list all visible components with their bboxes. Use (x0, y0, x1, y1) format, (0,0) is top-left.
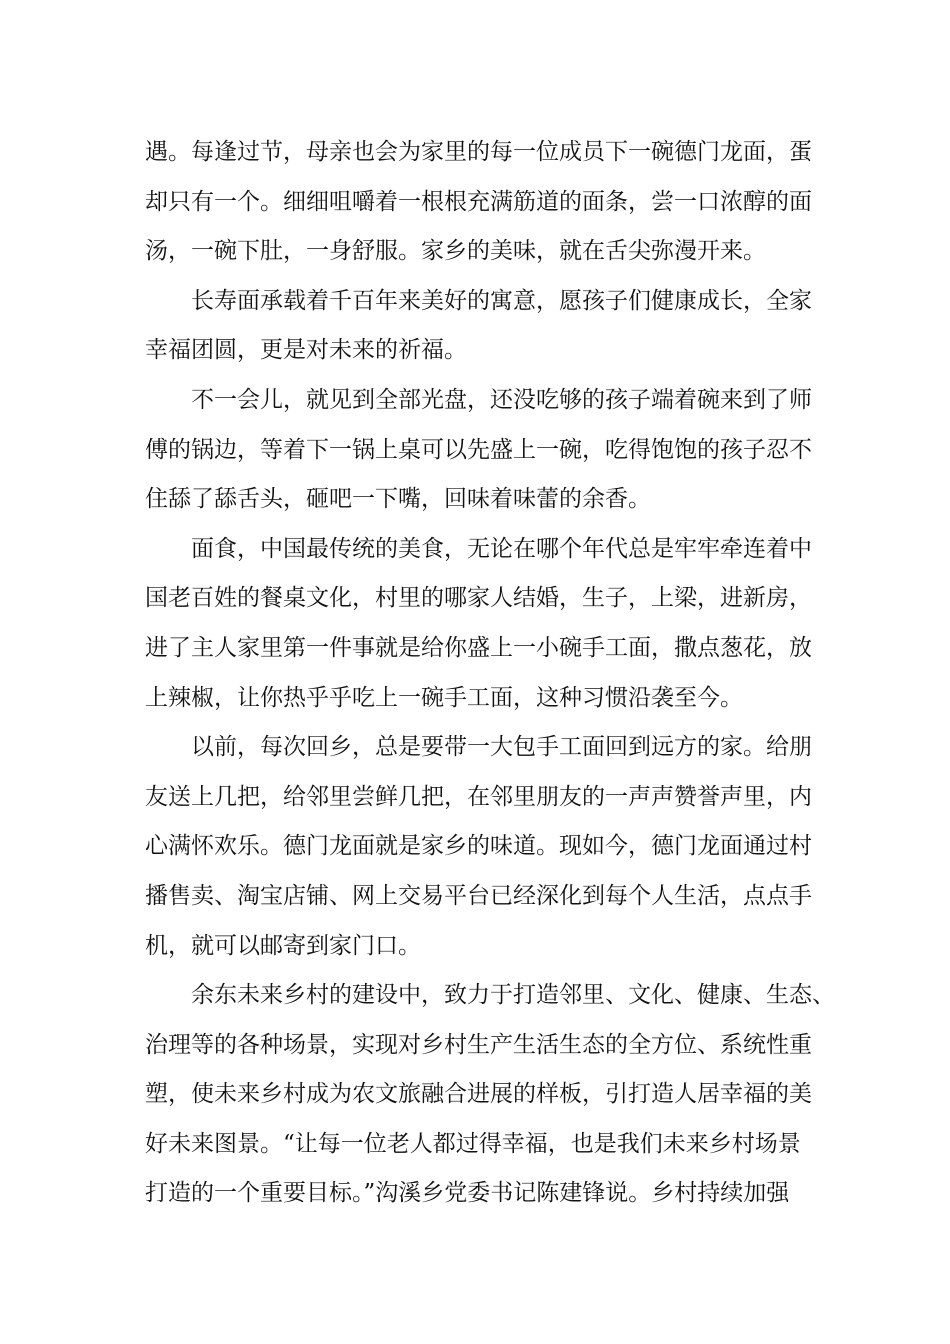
text-line: 机，就可以邮寄到家门口。 (145, 932, 421, 959)
text-line: 塑，使未来乡村成为农文旅融合进展的样板，引打造人居幸福的美 (145, 1081, 812, 1108)
text-line: 汤，一碗下肚，一身舒服。家乡的美味，就在舌尖弥漫开来。 (145, 238, 766, 265)
text-line: 不一会儿，就见到全部光盘，还没吃够的孩子端着碗来到了师 (191, 386, 812, 413)
text-line: 上辣椒，让你热乎乎吃上一碗手工面，这种习惯沿袭至今。 (145, 684, 743, 711)
paragraph-3 (145, 376, 810, 525)
text-line: 友送上几把，给邻里尝鲜几把，在邻里朋友的一声声赞誉声里，内 (145, 783, 812, 810)
paragraph-2 (145, 277, 810, 376)
text-line: 遇。每逢过节，母亲也会为家里的每一位成员下一碗德门龙面，蛋 (145, 139, 812, 165)
text-line: 却只有一个。细细咀嚼着一根根充满筋道的面条，尝一口浓醇的面 (145, 188, 812, 215)
text-line: 国老百姓的餐桌文化，村里的哪家人结婚，生子，上梁，进新房， (145, 585, 812, 612)
text-line: 好未来图景。“让每一位老人都过得幸福，也是我们未来乡村场景 (145, 1130, 801, 1157)
paragraph-1 (145, 128, 810, 277)
text-line: 进了主人家里第一件事就是给你盛上一小碗手工面，撒点葱花，放 (145, 634, 812, 661)
text-line: 以前，每次回乡，总是要带一大包手工面回到远方的家。给朋 (191, 734, 812, 761)
text-line: 余东未来乡村的建设中，致力于打造邻里、文化、健康、生态、 (191, 982, 835, 1009)
paragraph-4 (145, 525, 810, 723)
text-line: 治理等的各种场景，实现对乡村生产生活生态的全方位、系统性重 (145, 1031, 812, 1058)
text-line: 心满怀欢乐。德门龙面就是家乡的味道。现如今，德门龙面通过村 (145, 833, 812, 860)
text-line: 傅的锅边，等着下一锅上桌可以先盛上一碗，吃得饱饱的孩子忍不 (145, 436, 812, 463)
text-line: 打造的一个重要目标。”沟溪乡党委书记陈建锋说。乡村持续加强 (145, 1180, 790, 1207)
text-line: 幸福团圆，更是对未来的祈福。 (145, 337, 467, 364)
paragraph-6 (145, 971, 835, 1219)
text-line: 长寿面承载着千百年来美好的寓意，愿孩子们健康成长，全家 (191, 287, 812, 314)
text-line: 播售卖、淘宝店铺、网上交易平台已经深化到每个人生活，点点手 (145, 882, 812, 909)
document-body (145, 128, 835, 1219)
text-line: 住舔了舔舌头，砸吧一下嘴，回味着味蕾的余香。 (145, 486, 651, 513)
paragraph-5 (145, 723, 810, 971)
text-line: 面食，中国最传统的美食，无论在哪个年代总是牢牢牵连着中 (191, 535, 812, 562)
